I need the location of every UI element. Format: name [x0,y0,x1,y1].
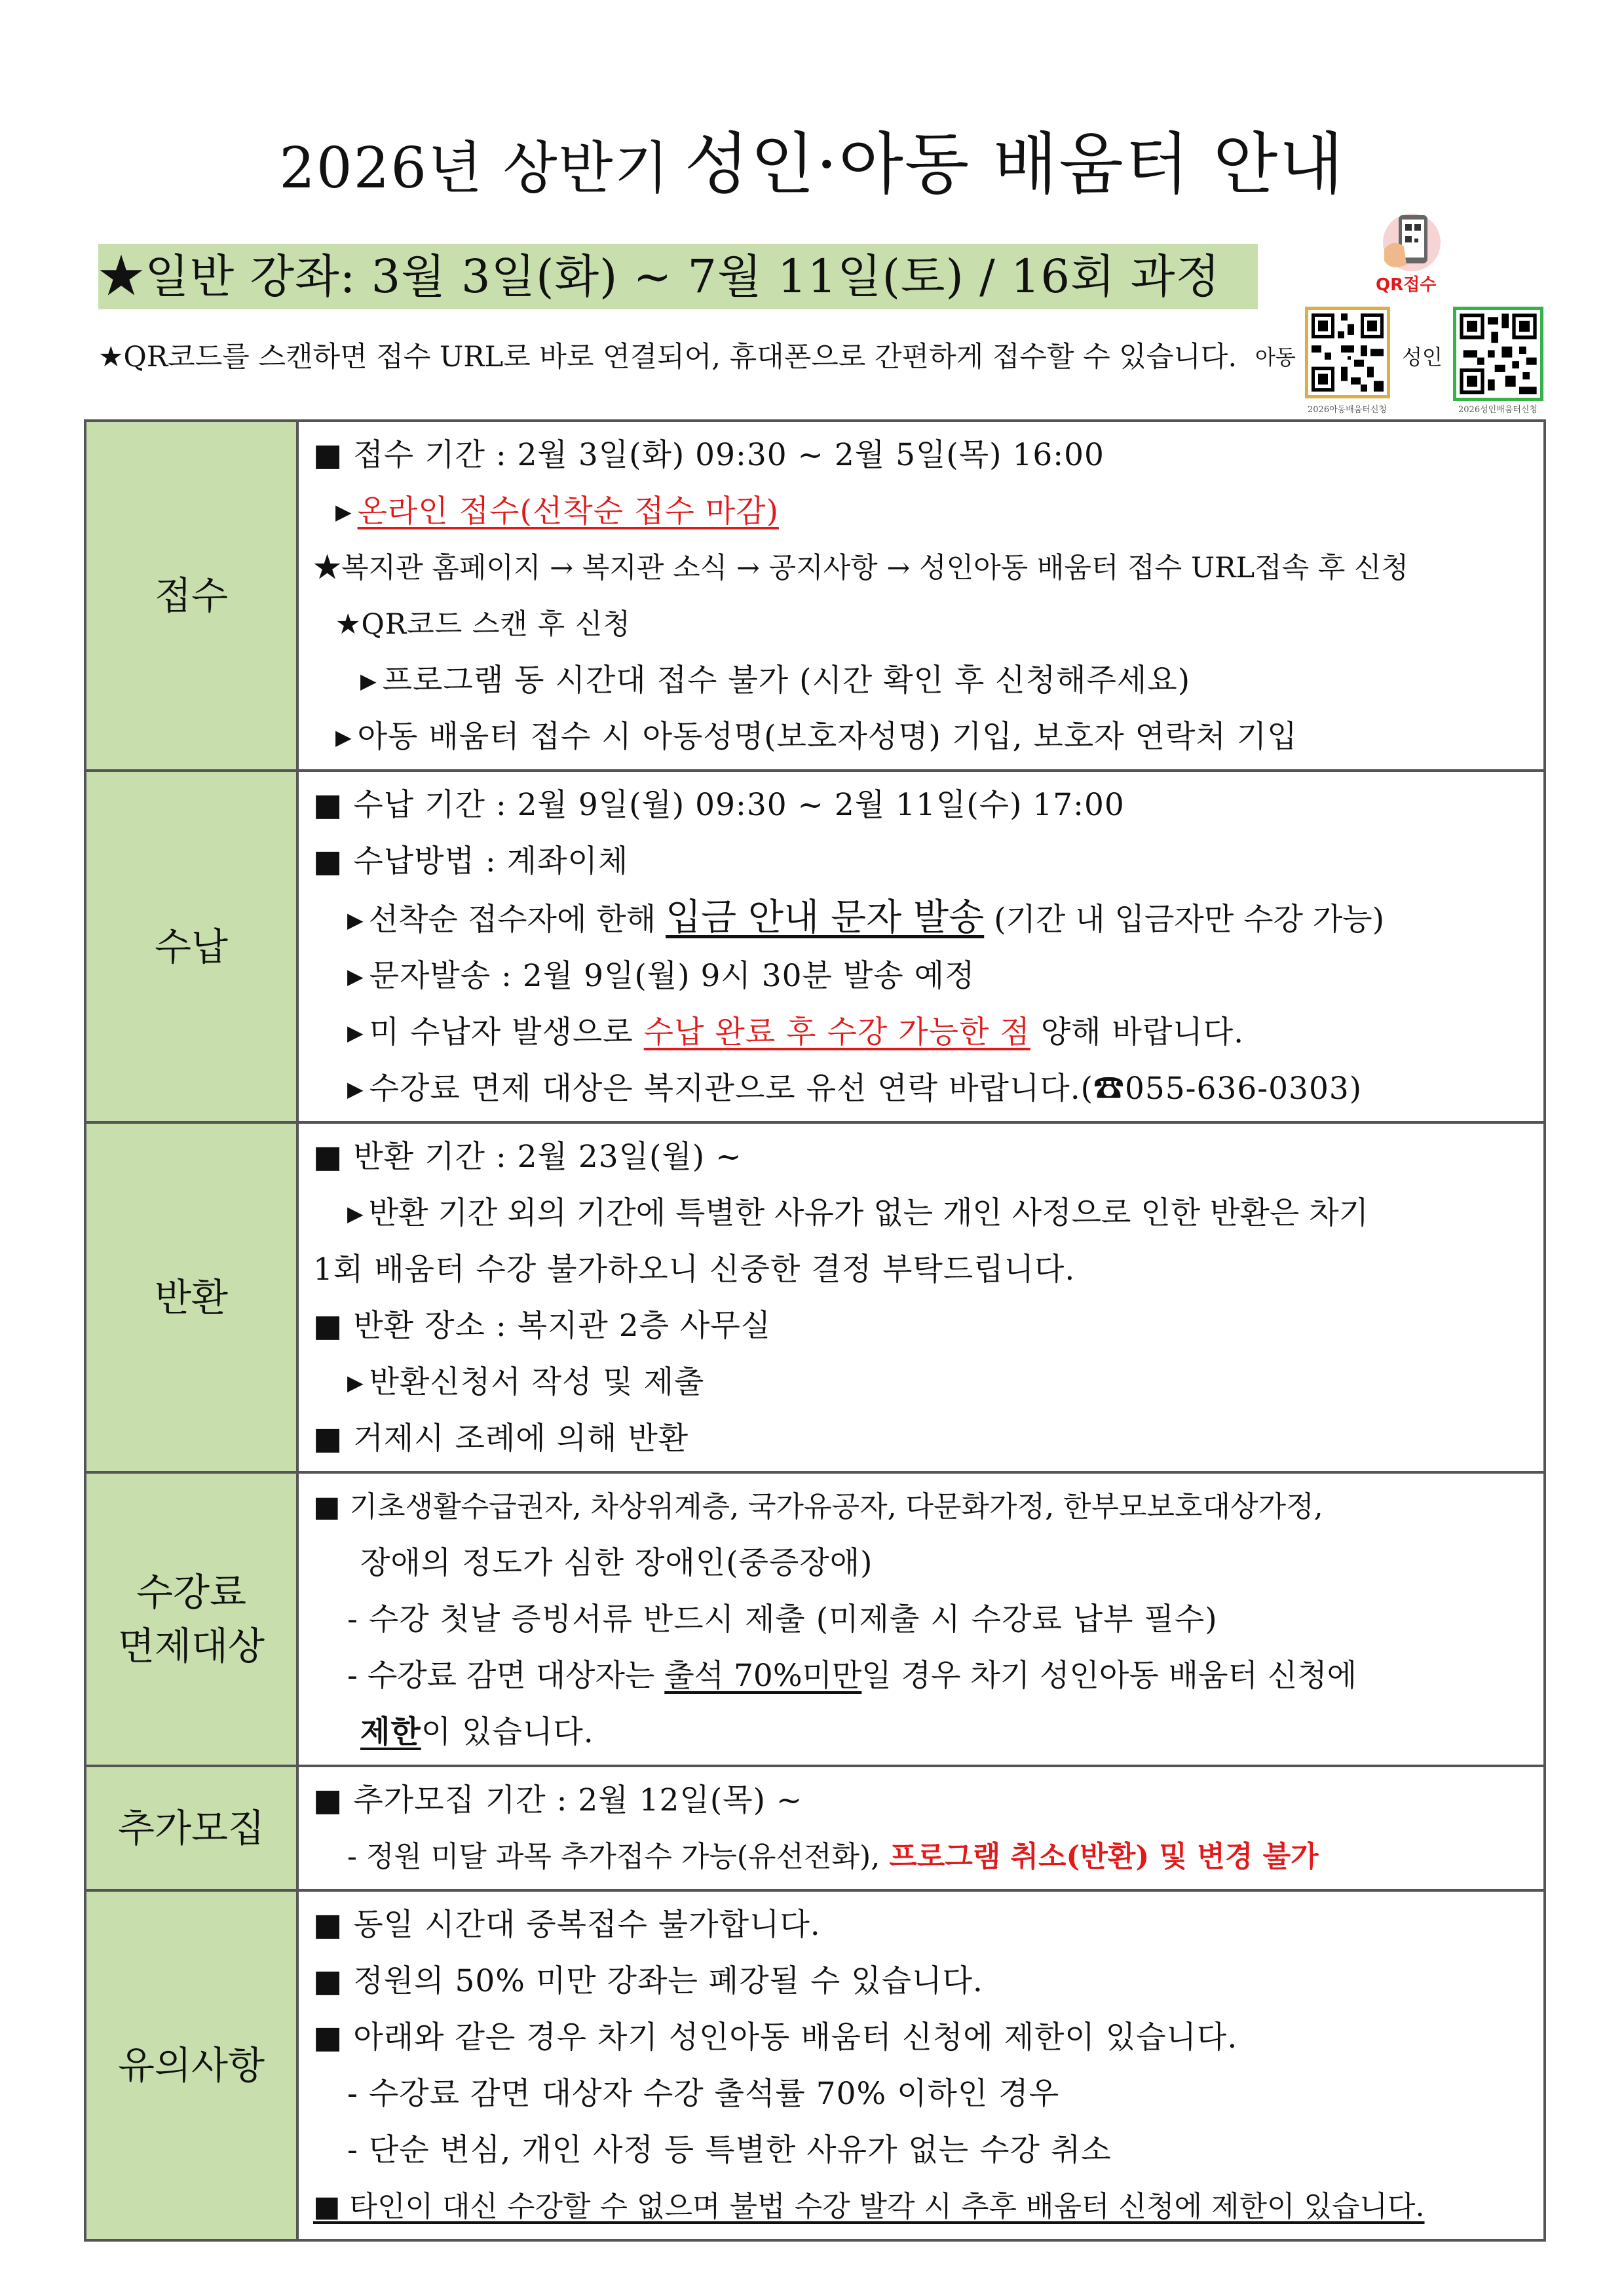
payment-sms-schedule: 문자발송 : 2월 9일(월) 9시 30분 발송 예정 [369,958,975,994]
exemption-heading [85,1472,297,1766]
notes-duplicate: ■ 동일 시간대 중복접수 불가합니다. [313,1907,821,1943]
payment-sms-post: (기간 내 입금자만 수강 가능) [994,902,1385,938]
exemption-attendance-pre: - 수강료 감면 대상자는 [347,1658,655,1694]
info-table [84,419,1546,2242]
qr-note: ★QR코드를 스캔하면 접수 URL로 바로 연결되어, 휴대폰으로 간편하게 접수할 수 있습니다. [98,341,1237,373]
refund-policy: 반환 기간 외의 기간에 특별한 사유가 없는 개인 사정으로 인한 반환은 차기 [368,1195,1369,1231]
additional-note-highlight: 프로그램 취소(반환) 및 변경 불가 [889,1840,1319,1873]
reception-online-line: ▶ 온라인 접수(선착순 접수 마감) [335,493,779,529]
refund-form: 반환신청서 작성 및 제출 [369,1364,705,1400]
qr-code-icon [1456,310,1540,398]
refund-content [297,1122,1545,1472]
exemption-heading-line1: 수강료 [136,1570,247,1615]
payment-sms-schedule-line: ▶ 문자발송 : 2월 9일(월) 9시 30분 발송 예정 [347,958,975,994]
qr-code-adult[interactable] [1453,307,1543,401]
refund-period: ■ 반환 기간 : 2월 23일(월) ~ [313,1139,742,1175]
payment-period: ■ 수납 기간 : 2월 9일(월) 09:30 ~ 2월 11일(수) 17:00 [313,787,1125,823]
reception-child-info-line: ▶ 아동 배움터 접수 시 아동성명(보호자성명) 기입, 보호자 연락처 기입 [335,719,1298,755]
table-row-exemption [85,1472,1545,1766]
refund-policy-cont: 1회 배움터 수강 불가하오니 신중한 결정 부탁드립니다. [313,1252,1076,1288]
qr-badge-label: QR접수 [1376,275,1437,295]
payment-heading: 수납 [85,771,297,1122]
payment-sms-pre: 선착순 접수자에 한해 [368,902,656,938]
notes-attendance: - 수강료 감면 대상자 수강 출석률 70% 이하인 경우 [347,2076,1060,2112]
reception-content [297,421,1545,771]
payment-exemption-contact: 수강료 면제 대상은 복지관으로 유선 연락 바랍니다.(☎055-636-0303) [369,1071,1363,1107]
qr-child-caption: 2026아동배움터신청 [1308,405,1387,415]
reception-heading: 접수 [85,421,297,771]
additional-period: ■ 추가모집 기간 : 2월 12일(목) ~ [313,1782,803,1818]
reception-time-conflict: 프로그램 동 시간대 접수 불가 (시간 확인 후 신청해주세요) [382,662,1191,698]
reception-period: ■ 접수 기간 : 2월 3일(화) 09:30 ~ 2월 5일(목) 16:00 [313,437,1105,473]
title-prefix: 2026년 상반기 [279,136,670,201]
qr-code-child[interactable] [1305,307,1390,398]
payment-method: ■ 수납방법 : 계좌이체 [313,843,629,879]
qr-adult-caption: 2026성인배움터신청 [1458,405,1538,415]
payment-unpaid-pre: 미 수납자 발생으로 [369,1014,633,1050]
refund-heading: 반환 [85,1122,297,1472]
course-period-banner: ★일반 강좌: 3월 3일(화) ~ 7월 11일(토) / 16회 과정 [98,244,1258,309]
payment-sms-highlight: 입금 안내 문자 발송 [666,896,985,939]
payment-unpaid-line: ▶ 미 수납자 발생으로 수납 완료 후 수강 가능한 점 양해 바랍니다. [347,1014,1245,1050]
refund-place: ■ 반환 장소 : 복지관 2층 사무실 [313,1308,772,1344]
reception-qr-scan: ★QR코드 스캔 후 신청 [335,608,631,641]
exemption-content [297,1472,1545,1766]
refund-ordinance: ■ 거제시 조례에 의해 반환 [313,1421,689,1457]
additional-content [297,1766,1545,1890]
exemption-targets-cont: 장애의 정도가 심한 장애인(중증장애) [360,1545,873,1581]
additional-note-pre: - 정원 미달 과목 추가접수 가능(유선전화), [347,1840,880,1873]
exemption-limit-line [313,1704,1532,1761]
page-title [0,111,1624,207]
exemption-limit-highlight: 제한 [360,1714,421,1750]
table-row-additional [85,1766,1545,1890]
payment-sms-notice-line: ▶ 선착순 접수자에 한해 입금 안내 문자 발송 (기간 내 입금자만 수강 가능) [347,896,1385,939]
payment-unpaid-highlight: 수납 완료 후 수강 가능한 점 [643,1014,1030,1050]
exemption-limit-post: 이 있습니다. [421,1714,594,1750]
reception-time-conflict-line: ▶ 프로그램 동 시간대 접수 불가 (시간 확인 후 신청해주세요) [360,662,1191,698]
notes-restriction: ■ 아래와 같은 경우 차기 성인아동 배움터 신청에 제한이 있습니다. [313,2019,1238,2056]
exemption-attendance-highlight: 출석 70%미만 [664,1658,862,1694]
table-row-payment [85,771,1545,1122]
notes-withdrawal: - 단순 변심, 개인 사정 등 특별한 사유가 없는 수강 취소 [347,2132,1112,2168]
notes-content [297,1890,1545,2240]
exemption-attendance-line [313,1648,1532,1704]
exemption-targets: ■ 기초생활수급권자, 차상위계층, 국가유공자, 다문화가정, 한부모보호대상가정, [313,1490,1323,1523]
exemption-document: - 수강 첫날 증빙서류 반드시 제출 (미제출 시 수강료 납부 필수) [347,1601,1218,1637]
qr-child-label: 아동 [1255,345,1296,370]
notes-cancel-class: ■ 정원의 50% 미만 강좌는 폐강될 수 있습니다. [313,1963,983,1999]
reception-homepage-path: ★복지관 홈페이지 → 복지관 소식 → 공지사항 → 성인아동 배움터 접수 URL접속 후 신청 [313,552,1409,584]
table-row-notes [85,1890,1545,2240]
table-row-reception [85,421,1545,771]
notes-proxy: ■ 타인이 대신 수강할 수 없으며 불법 수강 발각 시 추후 배움터 신청에 제한이 있습니다. [313,2190,1425,2223]
qr-code-icon [1308,310,1387,395]
notes-heading: 유의사항 [85,1890,297,2240]
table-row-refund [85,1122,1545,1472]
payment-exemption-contact-line: ▶ 수강료 면제 대상은 복지관으로 유선 연락 바랍니다.(☎055-636-0303) [347,1071,1363,1107]
refund-policy-line: ▶ 반환 기간 외의 기간에 특별한 사유가 없는 개인 사정으로 인한 반환은 차기 [347,1195,1369,1231]
exemption-attendance-post: 일 경우 차기 성인아동 배움터 신청에 [861,1658,1357,1694]
qr-adult-label: 성인 [1402,345,1443,370]
refund-form-line: ▶ 반환신청서 작성 및 제출 [347,1364,705,1400]
reception-child-info: 아동 배움터 접수 시 아동성명(보호자성명) 기입, 보호자 연락처 기입 [357,719,1298,755]
exemption-heading-line2: 면제대상 [117,1624,265,1668]
payment-unpaid-post: 양해 바랍니다. [1040,1014,1245,1050]
additional-note-line [313,1829,1532,1885]
payment-content [297,771,1545,1122]
reception-online: 온라인 접수(선착순 접수 마감) [357,493,779,529]
additional-heading: 추가모집 [85,1766,297,1890]
title-main: 성인·아동 배움터 안내 [684,126,1345,204]
